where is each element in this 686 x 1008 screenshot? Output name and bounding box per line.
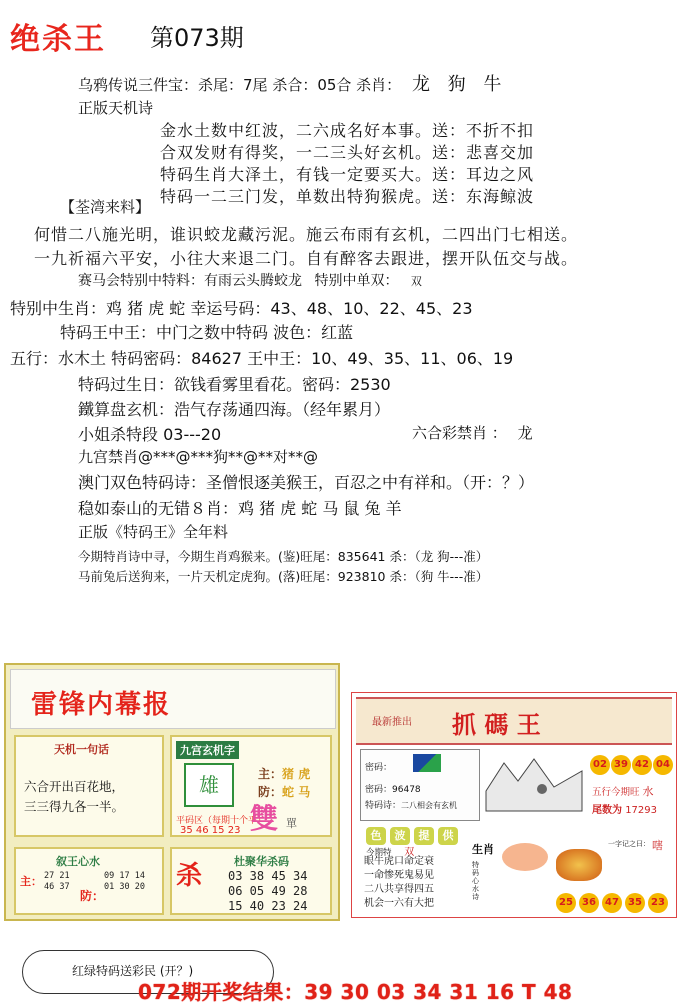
xiong-character: 雄	[184, 763, 234, 807]
shuang-character: 雙	[250, 802, 279, 835]
xiaojie-line: 小姐杀特段 03---20	[78, 425, 222, 444]
guoshengri-line: 特码过生日：欲钱看雾里看花。密码：2530	[78, 375, 391, 394]
wencuo-line: 稳如泰山的无错８肖：鸡 猪 虎 蛇 马 鼠 兔 羊	[78, 499, 402, 518]
shehua-title: 杜聚华杀码	[234, 855, 289, 868]
jiugong-line: 九宫禁肖@***@***狗**@**对**@	[78, 448, 319, 466]
crow-label: 乌鸦传说三件宝：杀尾：7尾 杀合：05合 杀肖：	[78, 76, 402, 94]
tianji-line: 特码生肖大泽土，有钱一定要买大。送：耳边之风	[160, 165, 535, 184]
liuhe-label: 六合彩禁肖 ：	[412, 424, 507, 442]
shehua-panel	[170, 847, 332, 915]
zhu2-label: 主：	[20, 875, 42, 888]
jinqi-line: 马前兔后送狗来，一片天机定虎狗。(落)旺尾：923810 杀：（狗 牛---准）	[78, 569, 489, 584]
chip-se: 色	[366, 827, 386, 845]
tianji-title: 正版天机诗	[78, 99, 154, 117]
tema-row: 特码诗：二八相会有玄机	[365, 801, 458, 811]
xinshui-left-nums: 27 21 46 37	[44, 871, 70, 892]
quanwan-line: 何惜二八施光明，谁识蛟龙藏污泥。施云布雨有玄机，二四出门七相送。	[34, 225, 579, 244]
crow-line	[78, 70, 507, 96]
number-ball: 02	[590, 755, 610, 775]
quanwan-title: 【荃湾来料】	[60, 198, 151, 216]
quannian-line: 正版《特码王》全年料	[78, 523, 229, 541]
tianji-panel	[14, 735, 164, 837]
chip-ti: 提	[414, 827, 434, 845]
number-ball: 42	[632, 755, 652, 775]
crow-shengxiao: 龙 狗 牛	[411, 74, 508, 95]
shengxiao-label: 生肖	[472, 843, 494, 856]
xinshui-mid-nums: 09 17 14 01 30 20	[104, 871, 145, 892]
zhuamawang-title: 抓 碼 王	[452, 710, 541, 739]
number-ball: 47	[602, 893, 622, 913]
new-label: 最新推出	[372, 717, 412, 728]
mima-box	[360, 749, 480, 821]
yizi-value: 嗐	[652, 839, 663, 852]
number-ball: 35	[625, 893, 645, 913]
cloud-text: 红绿特码送彩民 (开？)	[72, 964, 194, 978]
tianji-line: 特码一二三门发，单数出特狗猴虎。送：东海鲸波	[160, 187, 535, 206]
mima-label: 密码：	[365, 763, 393, 773]
tiesuan-line: 鐵算盘玄机：浩气存荡通四海。（经年累月）	[78, 400, 391, 419]
wuxing-line: 五行：水木土 特码密码：84627 王中王：10、49、35、11、06、19	[10, 349, 514, 368]
xinshui-title: 叙王心水	[56, 855, 100, 868]
tianji-line: 金水土数中红波，二六成名好本事。送：不折不扣	[160, 121, 535, 140]
number-ball: 36	[579, 893, 599, 913]
xinshui-panel	[14, 847, 164, 915]
sha-character: 杀	[176, 861, 203, 891]
mima-row: 密码：96478	[365, 785, 421, 795]
saima-label2: 特别中单双：	[314, 273, 399, 289]
saima-label: 赛马会特别中特料：有雨云头腾蛟龙	[78, 273, 302, 289]
weishu-row: 尾数为 17293	[592, 805, 657, 816]
landscape-image	[484, 751, 584, 813]
issue-number: 第073期	[150, 24, 244, 52]
lottery-result: 072期开奖结果：39 30 03 34 31 16 T 48	[138, 980, 573, 1004]
tianji-panel-line: 六合开出百花地，	[24, 779, 125, 794]
number-ball: 23	[648, 893, 668, 913]
zhuama-poem: 眼牛虎口命定衰 一命惨死鬼易见 二八共享得四五 机会一六有大把	[364, 856, 434, 909]
temawang-line: 特码王中王：中门之数中特码 波色：红蓝	[60, 323, 354, 342]
saima-value: 双	[410, 275, 422, 288]
logo-icon	[413, 754, 441, 772]
zhuamawang-card	[351, 692, 677, 918]
jinqi-line: 今期特肖诗中寻，今期生肖鸡猴来。(鉴)旺尾：835641 杀：（龙 狗---准）	[78, 549, 489, 564]
leifeng-title: 雷锋内幕报	[31, 690, 172, 720]
leifeng-header	[10, 669, 336, 729]
number-ball: 39	[611, 755, 631, 775]
chip-bo: 波	[390, 827, 410, 845]
tianji-panel-title: 天机一句话	[54, 743, 109, 756]
number-ball: 04	[653, 755, 673, 775]
jiugong-panel-title: 九宫玄机字	[176, 741, 239, 759]
fang-label: 防：蛇 马	[258, 785, 311, 799]
shehua-numbers: 03 38 45 34 06 05 49 28 15 40 23 24	[228, 869, 308, 913]
chip-gong: 供	[438, 827, 458, 845]
tebie-line: 特别中生肖：鸡 猪 虎 蛇 幸运号码：43、48、10、22、45、23	[10, 299, 473, 318]
dan-character: 單	[286, 817, 297, 830]
liuhe-value: 龙	[517, 424, 533, 442]
leifeng-card	[4, 663, 340, 921]
liuhe-line	[412, 422, 533, 443]
yizi-label: 一字记之曰：	[608, 840, 650, 848]
tianji-line: 合双发财有得奖，一二三头好玄机。送：悲喜交加	[160, 143, 535, 162]
pingte-title: 平码区（每期十个平）	[176, 816, 267, 826]
zhuamawang-header	[356, 697, 672, 745]
wuxing-title: 五行今期旺 水	[592, 785, 654, 798]
fire-image	[556, 849, 602, 881]
saima-line	[78, 270, 422, 290]
tianji-panel-line: 三三得九各一半。	[24, 799, 125, 814]
pingte-numbers: 35 46 15 23	[180, 825, 241, 836]
jinqi-row: 今期特 双	[366, 847, 415, 858]
number-ball: 25	[556, 893, 576, 913]
logo: 绝杀王	[10, 22, 106, 57]
tema-xin-label: 特码心水诗	[472, 861, 479, 901]
fang2-label: 防：	[80, 889, 105, 903]
aomen-line: 澳门双色特码诗：圣僧恨逐美猴王，百忍之中有祥和。（开：？）	[78, 473, 535, 492]
zhu-label: 主：猪 虎	[258, 767, 311, 781]
pig-image	[502, 843, 548, 871]
quanwan-line: 一九祈福六平安，小往大来退二门。自有醉客去跟进，摆开队伍交与战。	[34, 249, 579, 268]
